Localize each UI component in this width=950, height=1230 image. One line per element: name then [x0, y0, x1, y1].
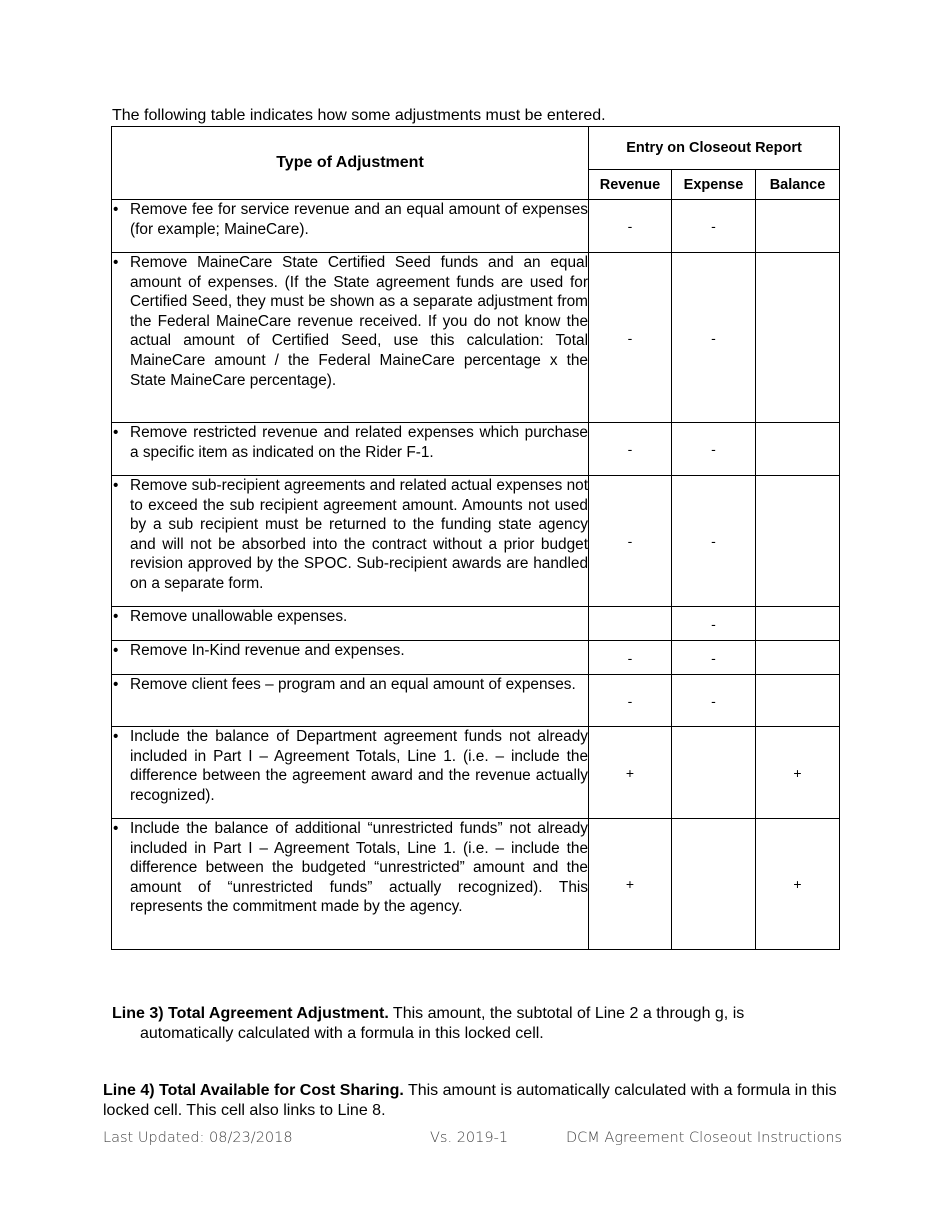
balance-cell	[756, 675, 840, 727]
expense-cell: -	[672, 675, 756, 727]
balance-cell: +	[756, 819, 840, 950]
table-row	[112, 607, 840, 641]
footer-version: Vs. 2019-1	[430, 1130, 509, 1146]
intro-text: The following table indicates how some adjustments must be entered.	[112, 107, 606, 124]
revenue-cell: -	[589, 423, 672, 476]
expense-cell: -	[672, 476, 756, 607]
table-row	[112, 253, 840, 423]
line3-paragraph	[112, 1004, 812, 1044]
table-row	[112, 200, 840, 253]
expense-cell: -	[672, 200, 756, 253]
table-row	[112, 423, 840, 476]
table-row	[112, 727, 840, 819]
expense-cell: -	[672, 423, 756, 476]
adjustment-text: Remove unallowable expenses.	[130, 608, 348, 625]
expense-cell: -	[672, 607, 756, 641]
bullet-icon: •	[113, 820, 119, 837]
bullet-icon: •	[113, 676, 119, 693]
revenue-cell: -	[589, 253, 672, 423]
type-of-adjustment-header: Type of Adjustment	[112, 127, 589, 200]
bullet-icon: •	[113, 254, 119, 271]
footer-document-title: DCM Agreement Closeout Instructions	[566, 1130, 843, 1146]
bullet-icon: •	[113, 201, 119, 218]
revenue-cell	[589, 607, 672, 641]
entry-on-closeout-report-header: Entry on Closeout Report	[589, 127, 840, 170]
balance-cell	[756, 423, 840, 476]
bullet-icon: •	[113, 728, 119, 745]
table-row	[112, 819, 840, 950]
balance-cell: +	[756, 727, 840, 819]
table-row	[112, 675, 840, 727]
revenue-cell: -	[589, 476, 672, 607]
bullet-icon: •	[113, 642, 119, 659]
balance-cell	[756, 253, 840, 423]
expense-cell: -	[672, 641, 756, 675]
adjustment-text: Include the balance of additional “unrestricted funds” not already included in Part I – Agreement Totals, Line 1. (i.e. – include the difference between the budgeted “unrestricted” amount and the amount of “unrestricted funds” actually recognized). This represents the commitment made by the agency.	[130, 820, 588, 916]
table-row	[112, 641, 840, 675]
footer-last-updated: Last Updated: 08/23/2018	[103, 1130, 293, 1146]
revenue-cell: -	[589, 641, 672, 675]
balance-cell	[756, 607, 840, 641]
expense-cell: -	[672, 253, 756, 423]
revenue-cell: +	[589, 727, 672, 819]
line4-label: Line 4) Total Available for Cost Sharing.	[103, 1082, 404, 1099]
bullet-icon: •	[113, 424, 119, 441]
revenue-cell: +	[589, 819, 672, 950]
balance-cell	[756, 476, 840, 607]
balance-cell	[756, 200, 840, 253]
bullet-icon: •	[113, 608, 119, 625]
revenue-column-header: Revenue	[589, 170, 672, 200]
line4-paragraph	[103, 1081, 843, 1121]
table-row	[112, 476, 840, 607]
adjustment-text: Remove In-Kind revenue and expenses.	[130, 642, 405, 659]
adjustment-text: Remove restricted revenue and related expenses which purchase a specific item as indicated on the Rider F-1.	[130, 424, 588, 461]
adjustment-table	[111, 126, 840, 950]
adjustment-text: Remove fee for service revenue and an equal amount of expenses (for example; MaineCare).	[130, 201, 588, 238]
revenue-cell: -	[589, 675, 672, 727]
line3-text: This amount, the subtotal of Line 2 a through g, is	[388, 1005, 745, 1022]
expense-cell	[672, 819, 756, 950]
adjustment-text: Include the balance of Department agreement funds not already included in Part I – Agreement Totals, Line 1. (i.e. – include the difference between the agreement award and the revenue actually recognized).	[130, 728, 588, 804]
balance-column-header: Balance	[756, 170, 840, 200]
adjustment-text: Remove MaineCare State Certified Seed funds and an equal amount of expenses. (If the State agreement funds are used for Certified Seed, they must be shown as a separate adjustment from the Federal MaineCare revenue received. If you do not know the actual amount of Certified Seed, use this calculation: Total MaineCare amount / the Federal MaineCare percentage x the State MaineCare percentage).	[130, 254, 588, 389]
line4-text: This amount is automatically calculated with a formula in this locked cell. This cell also links to Line 8.	[103, 1082, 837, 1119]
expense-cell	[672, 727, 756, 819]
line3-text-continued: automatically calculated with a formula in this locked cell.	[140, 1025, 544, 1042]
revenue-cell: -	[589, 200, 672, 253]
balance-cell	[756, 641, 840, 675]
adjustment-text: Remove client fees – program and an equal amount of expenses.	[130, 676, 576, 693]
bullet-icon: •	[113, 477, 119, 494]
expense-column-header: Expense	[672, 170, 756, 200]
line3-label: Line 3) Total Agreement Adjustment.	[112, 1005, 389, 1022]
adjustment-text: Remove sub-recipient agreements and related actual expenses not to exceed the sub recipient agreement amount. Amounts not used by a sub recipient must be returned to the funding state agency and will not be absorbed into the contract without a prior budget revision approved by the SPOC. Sub-recipient awards are handled on a separate form.	[130, 477, 588, 592]
